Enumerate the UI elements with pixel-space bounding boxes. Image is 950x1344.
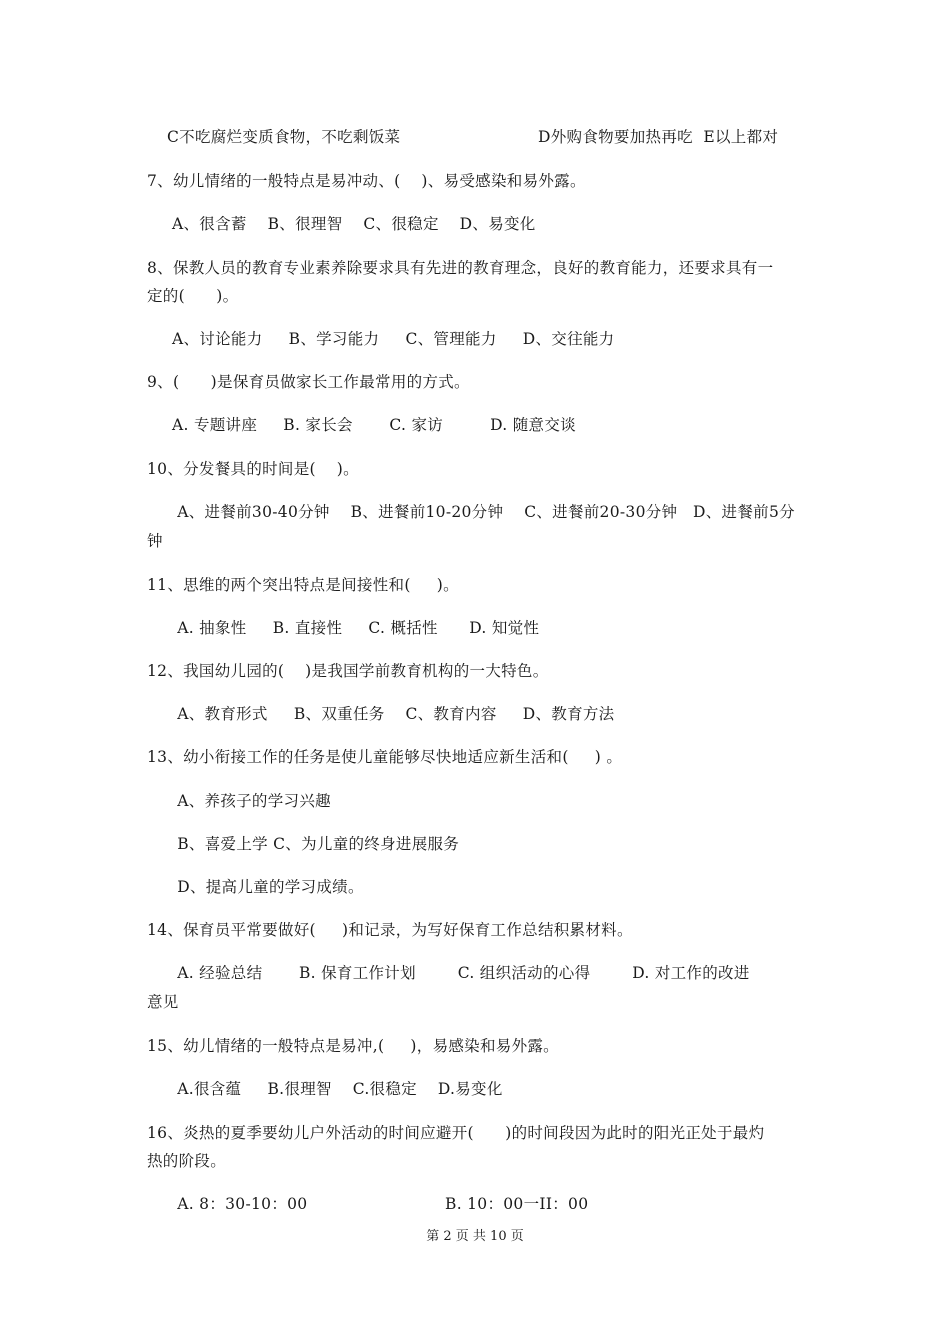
question-12: 12、我国幼儿园的( )是我国学前教育机构的一大特色。 [147, 662, 549, 680]
question-8-options: A、讨论能力 B、学习能力 C、管理能力 D、交往能力 [172, 330, 615, 348]
question-16-line-1: 16、炎热的夏季要幼儿户外活动的时间应避开( )的时间段因为此时的阳光正处于最灼 [147, 1124, 765, 1142]
question-14-options-line-2: 意见 [147, 993, 179, 1011]
question-8-line-1: 8、保教人员的教育专业素养除要求具有先进的教育理念，良好的教育能力，还要求具有一 [147, 259, 774, 277]
question-16-option-b: B. 10：00一II：00 [445, 1195, 589, 1213]
question-12-options: A、教育形式 B、双重任务 C、教育内容 D、教育方法 [172, 705, 615, 723]
question-7-options: A、很含蓄 B、很理智 C、很稳定 D、易变化 [172, 215, 536, 233]
question-16-line-2: 热的阶段。 [147, 1152, 227, 1170]
question-9-options: A. 专题讲座 B. 家长会 C. 家访 D. 随意交谈 [172, 416, 576, 434]
question-11: 11、思维的两个突出特点是间接性和( )。 [147, 576, 459, 594]
question-13-option-d: D、提高儿童的学习成绩。 [172, 878, 364, 896]
question-16-option-a: A. 8：30-10：00 [172, 1195, 308, 1213]
q6-option-c: C不吃腐烂变质食物，不吃剩饭菜 [167, 128, 401, 146]
question-10-options-line-1: A、进餐前30-40分钟 B、进餐前10-20分钟 C、进餐前20-30分钟 D、进餐前5分 [172, 503, 795, 521]
question-15-options: A.很含蕴 B.很理智 C.很稳定 D.易变化 [172, 1080, 503, 1098]
question-11-options: A. 抽象性 B. 直接性 C. 概括性 D. 知觉性 [172, 619, 540, 637]
question-8-line-2: 定的( )。 [147, 287, 239, 305]
q6-option-d-e: D外购食物要加热再吃 E以上都对 [538, 128, 779, 146]
question-14: 14、保育员平常要做好( )和记录，为写好保育工作总结积累材料。 [147, 921, 633, 939]
question-15: 15、幼儿情绪的一般特点是易冲,( )，易感染和易外露。 [147, 1037, 559, 1055]
question-13-option-a: A、养孩子的学习兴趣 [172, 792, 331, 810]
question-13-option-b-c: B、喜爱上学 C、为儿童的终身进展服务 [172, 835, 460, 853]
question-10-options-line-2: 钟 [147, 532, 163, 550]
question-13: 13、幼小衔接工作的任务是使儿童能够尽快地适应新生活和( ) 。 [147, 748, 623, 766]
question-7: 7、幼儿情绪的一般特点是易冲动、( )、易受感染和易外露。 [147, 172, 586, 190]
question-10: 10、分发餐具的时间是( )。 [147, 460, 359, 478]
question-9: 9、( )是保育员做家长工作最常用的方式。 [147, 373, 470, 391]
page-footer: 第 2 页 共 10 页 [426, 1229, 524, 1244]
question-14-options-line-1: A. 经验总结 B. 保育工作计划 C. 组织活动的心得 D. 对工作的改进 [172, 964, 750, 982]
